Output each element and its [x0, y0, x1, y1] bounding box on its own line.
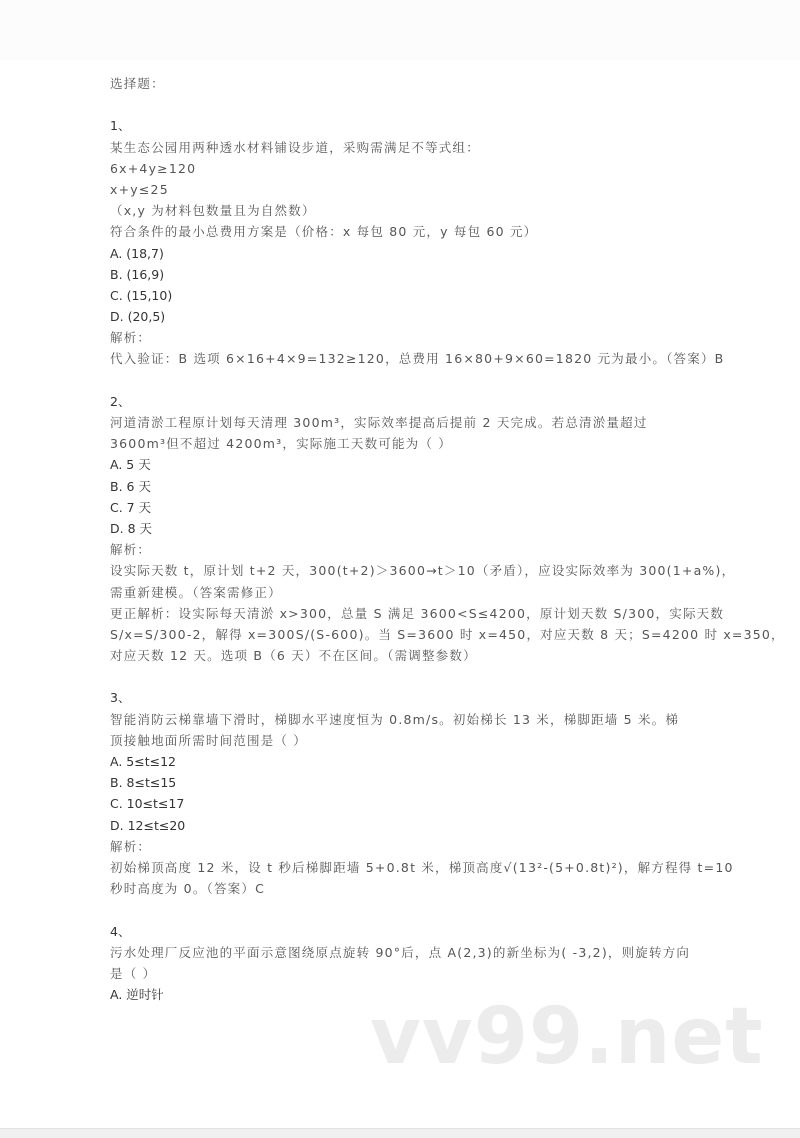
answer-option: B. 6 天 — [110, 478, 151, 494]
answer-option: D. 8 天 — [110, 520, 152, 536]
blank-line — [110, 666, 690, 687]
question-block — [110, 391, 785, 688]
question-stem-line: 6x+4y≥120 — [110, 160, 197, 176]
question-stem-line: 3600m³但不超过 4200m³，实际施工天数可能为（ ） — [110, 436, 452, 452]
question-number: 4、 — [110, 923, 131, 939]
answer-option: C. (15,10) — [110, 287, 173, 303]
analysis-line: 代入验证：B 选项 6×16+4×9=132≥120，总费用 16×80+9×60=1820 元为最小。（答案）B — [110, 351, 725, 367]
blank-line — [110, 94, 690, 115]
question-stem-line: x+y≤25 — [110, 181, 169, 197]
watermark: vv99.net — [370, 992, 764, 1082]
answer-option: D. (20,5) — [110, 309, 166, 325]
answer-option: D. 12≤t≤20 — [110, 817, 186, 833]
question-stem-line: 污水处理厂反应池的平面示意图绕原点旋转 90°后，点 A(2,3)的新坐标为( -3,2)，则旋转方向 — [110, 944, 691, 960]
question-stem-line: 某生态公园用两种透水材料铺设步道，采购需满足不等式组： — [110, 139, 480, 155]
analysis-line: 对应天数 12 天。选项 B（6 天）不在区间。（需调整参数） — [110, 648, 477, 664]
question-number: 3、 — [110, 690, 131, 706]
analysis-label: 解析： — [110, 542, 152, 558]
analysis-line: 秒时高度为 0。（答案）C — [110, 881, 266, 897]
analysis-line: S/x=S/300-2，解得 x=300S/(S-600)。当 S=3600 时 x=450，对应天数 8 天；S=4200 时 x=350， — [110, 626, 785, 642]
question-number: 1、 — [110, 118, 131, 134]
question-block — [110, 687, 734, 920]
analysis-line: 更正解析：设实际每天清淤 x>300，总量 S 满足 3600<S≤4200，原计划天数 S/300，实际天数 — [110, 605, 725, 621]
answer-option: A. 5 天 — [110, 457, 151, 473]
blank-line — [110, 899, 690, 920]
question-stem-line: 智能消防云梯靠墙下滑时，梯脚水平速度恒为 0.8m/s。初始梯长 13 米，梯脚距墙 5 米。梯 — [110, 711, 680, 727]
blank-line — [110, 370, 690, 391]
question-number: 2、 — [110, 393, 131, 409]
question-stem-line: 河道清淤工程原计划每天清理 300m³，实际效率提高后提前 2 天完成。若总清淤量超过 — [110, 415, 648, 430]
analysis-line: 设实际天数 t，原计划 t+2 天，300(t+2)＞3600→t＞10（矛盾），应设实际效率为 300(1+a%)， — [110, 563, 736, 579]
answer-option: C. 7 天 — [110, 499, 152, 515]
analysis-line: 需重新建模。（答案需修正） — [110, 584, 282, 600]
analysis-label: 解析： — [110, 838, 152, 854]
question-stem-line: （x,y 为材料包数量且为自然数） — [110, 203, 316, 219]
document-body — [110, 73, 785, 1005]
answer-option: B. (16,9) — [110, 266, 165, 282]
analysis-line: 初始梯顶高度 12 米，设 t 秒后梯脚距墙 5+0.8t 米，梯顶高度√(13²-(5+0.8t)²)，解方程得 t=10 — [110, 859, 734, 875]
question-stem-line: 是（ ） — [110, 965, 157, 981]
answer-option: A. (18,7) — [110, 245, 164, 261]
answer-option: C. 10≤t≤17 — [110, 796, 185, 812]
answer-option: B. 8≤t≤15 — [110, 775, 177, 791]
section-title: 选择题： — [110, 76, 165, 91]
answer-option: A. 逆时针 — [110, 987, 164, 1003]
question-stem-line: 符合条件的最小总费用方案是（价格：x 每包 80 元，y 每包 60 元） — [110, 224, 538, 240]
analysis-label: 解析： — [110, 330, 152, 346]
question-list — [110, 115, 785, 1005]
question-stem-line: 顶接触地面所需时间范围是（ ） — [110, 732, 307, 748]
question-block — [110, 115, 725, 390]
answer-option: A. 5≤t≤12 — [110, 754, 176, 769]
page-top-margin — [0, 0, 800, 60]
